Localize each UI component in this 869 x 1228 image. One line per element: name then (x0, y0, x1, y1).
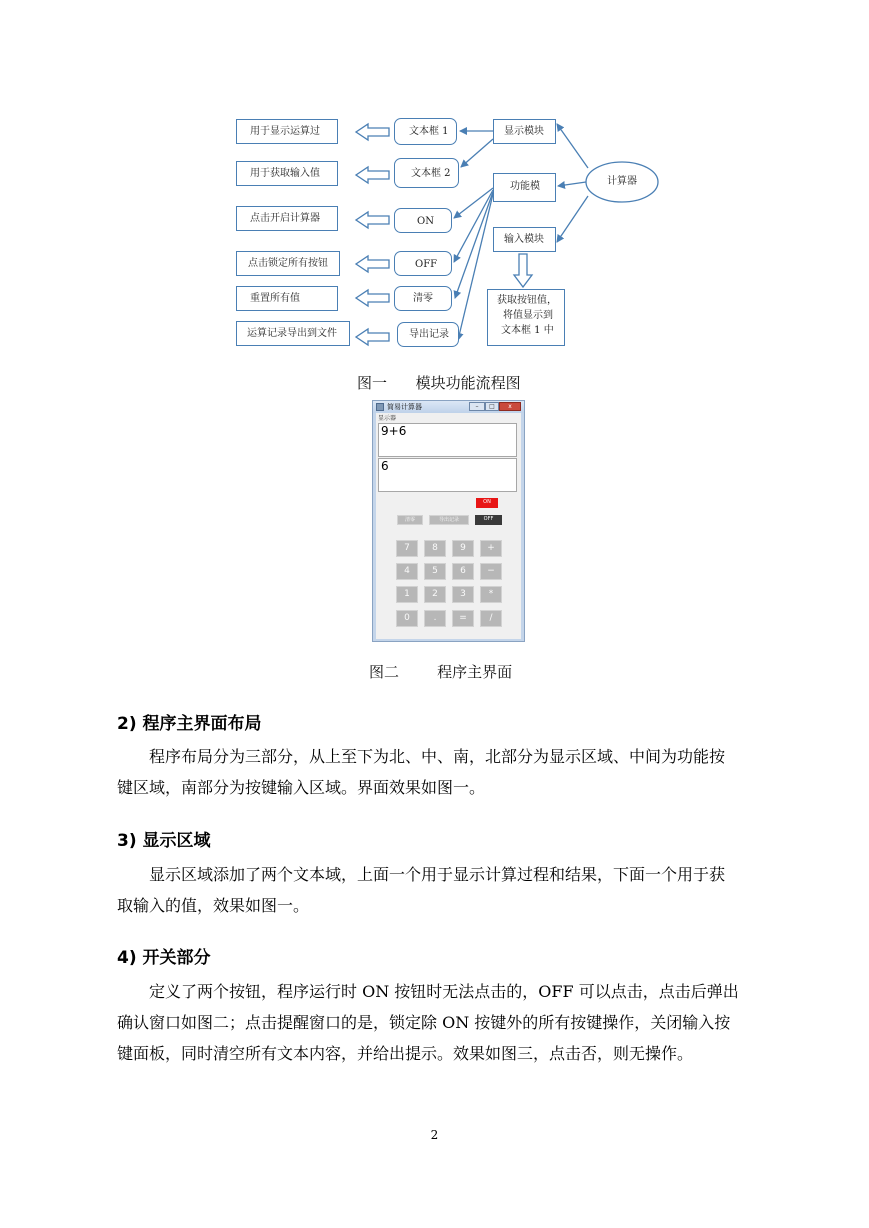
figure2-caption: 图二 程序主界面 (369, 663, 513, 681)
key-7[interactable]: 7 (396, 540, 418, 557)
node-click-start-label: 点击开启计算器 (250, 213, 320, 224)
clear-button[interactable]: 清零 (397, 515, 423, 525)
page-number: 2 (430, 1128, 439, 1142)
node-get-key-line3: 文本框 1 中 (501, 325, 554, 336)
key-2[interactable]: 2 (424, 586, 446, 603)
paragraph-line: 确认窗口如图二；点击提醒窗口的是，锁定除 ON 按键外的所有按键操作，关闭输入按 (117, 1013, 731, 1032)
key-minus[interactable]: − (480, 563, 502, 580)
key-0[interactable]: 0 (396, 610, 418, 627)
node-off-label: OFF (415, 259, 438, 270)
key-8[interactable]: 8 (424, 540, 446, 557)
hollow-arrow-3 (356, 212, 389, 228)
minimize-icon[interactable]: – (469, 402, 485, 411)
hollow-arrow-6 (356, 329, 389, 345)
node-click-lock-label: 点击锁定所有按钮 (248, 258, 328, 269)
section-paragraph-switch (117, 976, 782, 1069)
hollow-arrow-2 (356, 167, 389, 183)
key-plus[interactable]: + (480, 540, 502, 557)
key-3[interactable]: 3 (452, 586, 474, 603)
display-label: 显示器 (378, 415, 397, 422)
node-export-label: 导出记录 (409, 329, 449, 340)
node-export-log-label: 运算记录导出到文件 (247, 328, 337, 339)
node-clear-label: 清零 (413, 293, 433, 304)
node-input-module-label: 输入模块 (504, 234, 544, 245)
key-4[interactable]: 4 (396, 563, 418, 580)
section-paragraph-display (117, 859, 782, 921)
calculator-window (372, 400, 525, 642)
on-button[interactable]: ON (476, 498, 498, 508)
key-1[interactable]: 1 (396, 586, 418, 603)
node-textbox2-label: 文本框 2 (411, 168, 451, 179)
hollow-arrow-down (514, 254, 532, 287)
node-get-input-label: 用于获取输入值 (250, 168, 320, 179)
calculator-client-area (376, 413, 521, 639)
node-textbox1-label: 文本框 1 (409, 126, 449, 137)
key-dot[interactable]: . (424, 610, 446, 627)
input-textarea[interactable]: 6 (378, 458, 517, 492)
paragraph-line: 定义了两个按钮，程序运行时 ON 按钮时无法点击的，OFF 可以点击，点击后弹出 (149, 982, 739, 1001)
hollow-arrow-1 (356, 124, 389, 140)
section-heading-switch: 4) 开关部分 (117, 948, 211, 968)
node-on-label: ON (417, 216, 434, 227)
maximize-icon[interactable]: □ (485, 402, 499, 411)
paragraph-line: 显示区域添加了两个文本域，上面一个用于显示计算过程和结果，下面一个用于获 (149, 865, 726, 884)
key-5[interactable]: 5 (424, 563, 446, 580)
paragraph-line: 取输入的值，效果如图一。 (117, 896, 310, 915)
section-heading-display: 3) 显示区域 (117, 831, 211, 851)
paragraph-line: 程序布局分为三部分，从上至下为北、中、南，北部分为显示区域、中间为功能按 (149, 747, 726, 766)
section-paragraph-layout (117, 741, 782, 803)
node-function-module-label: 功能模 (510, 181, 540, 192)
expression-textarea[interactable]: 9+6 (378, 423, 517, 457)
node-calculator-label: 计算器 (607, 176, 637, 187)
figure1-caption: 图一 模块功能流程图 (357, 374, 521, 392)
key-6[interactable]: 6 (452, 563, 474, 580)
hollow-arrow-4 (356, 256, 389, 272)
paragraph-line: 键面板，同时清空所有文本内容，并给出提示。效果如图三，点击否，则无操作。 (117, 1044, 694, 1063)
close-icon[interactable]: x (499, 402, 521, 411)
node-display-calc-label: 用于显示运算过 (250, 126, 320, 137)
hollow-arrow-5 (356, 290, 389, 306)
app-icon (376, 403, 384, 411)
key-equals[interactable]: = (452, 610, 474, 627)
node-display-module-label: 显示模块 (504, 126, 544, 137)
section-heading-layout: 2) 程序主界面布局 (117, 714, 262, 734)
paragraph-line: 键区域，南部分为按键输入区域。界面效果如图一。 (117, 778, 486, 797)
window-title-bar (373, 401, 524, 413)
node-get-key-line1: 获取按钮值， (497, 295, 557, 306)
node-reset-all-label: 重置所有值 (250, 293, 300, 304)
node-get-key-line2: 将值显示到 (503, 310, 553, 321)
export-button[interactable]: 导出记录 (429, 515, 469, 525)
off-button[interactable]: OFF (475, 515, 502, 525)
key-multiply[interactable]: * (480, 586, 502, 603)
key-divide[interactable]: / (480, 610, 502, 627)
window-title: 简易计算器 (387, 403, 422, 411)
key-9[interactable]: 9 (452, 540, 474, 557)
